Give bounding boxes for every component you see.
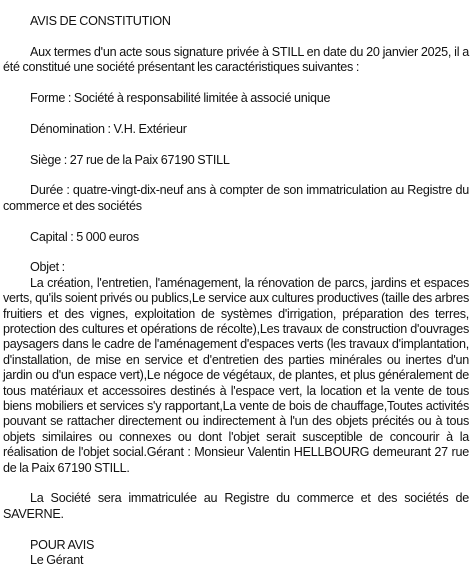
- notice-closing: POUR AVIS: [30, 537, 95, 552]
- legal-notice: [3, 14, 469, 568]
- notice-forme: Forme : Société à responsabilité limitée à associé unique: [30, 91, 331, 105]
- notice-objet-label: Objet :: [30, 260, 65, 275]
- notice-intro: Aux termes d'un acte sous signature privée à STILL en date du 20 janvier 2025, il a été constitué une société présentant les caractéristiques suivantes :: [3, 44, 469, 75]
- notice-heading: AVIS DE CONSTITUTION: [30, 14, 171, 28]
- notice-denomination: Dénomination : V.H. Extérieur: [30, 121, 187, 136]
- notice-capital: Capital : 5 000 euros: [30, 229, 139, 244]
- notice-duree: Durée : quatre-vingt-dix-neuf ans à compter de son immatriculation au Registre du commerce et des sociétés: [3, 183, 469, 213]
- notice-registration: La Société sera immatriculée au Registre du commerce et des sociétés de SAVERNE.: [3, 491, 469, 521]
- notice-objet-text: La création, l'entretien, l'aménagement, la rénovation de parcs, jardins et espaces verts, qu'ils soient privés ou publics,Le service aux cultures productives (taille des arbres fruitiers et des vignes, exploitation de systèmes d'irrigation, préparation des terres, protection des cultures et opérations de récolte),Les travaux de construction d'ouvrages paysagers dans le cadre de l'aménagement d'espaces verts (les travaux d'implantation, d'installation, de mise en service et d'entretien des parties minérales ou inertes d'un jardin ou d'un espace vert),Le négoce de végétaux, de plantes, et plus généralement de tous matériaux et accessoires destinés à l'espace vert, la location et la vente de tous biens mobiliers et services s'y rapportant,La vente de bois de chauffage,Toutes activités pouvant se rattacher directement ou indirectement à l'un des objets précités ou à tous objets similaires ou connexes ou dont l'objet serait susceptible de concourir à la réalisation de l'objet social.Gérant : Monsieur Valentin HELLBOURG demeurant 27 rue de la Paix 67190 STILL.: [3, 275, 469, 475]
- notice-signatory: Le Gérant: [30, 553, 84, 568]
- notice-siege: Siège : 27 rue de la Paix 67190 STILL: [30, 152, 230, 167]
